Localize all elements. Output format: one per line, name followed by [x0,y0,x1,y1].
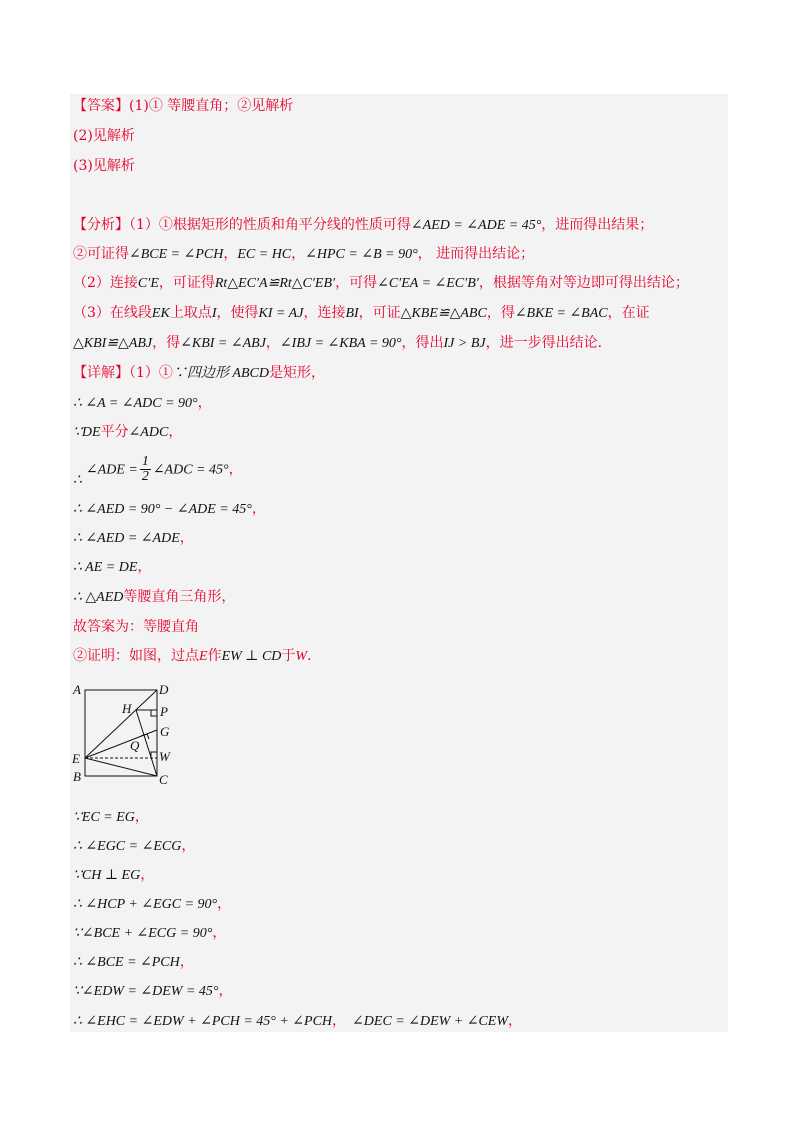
step-3: ∴∠ADE = $\frac{1}{2}$ ∠ADC = 45°， [73,454,243,488]
label-q: Q [130,738,140,753]
label-p: P [160,704,168,719]
analysis-line-4: （3）在线段EK上取点I，使得KI = AJ，连接BI，可证△KBE≌△ABC，得∠BKE = ∠BAC，在证 [73,305,650,321]
segment-ed [85,690,157,758]
rectangle-abcd [85,690,157,776]
right-angle-w [151,752,157,758]
step-1: ∴ ∠A = ∠ADC = 90°， [73,395,212,411]
analysis-line-5: △KBI≌△ABJ，得∠KBI = ∠ABJ，∠IBJ = ∠KBA = 90°，得出IJ > BJ，进一步得出结论． [73,335,612,351]
label-c: C [159,772,168,787]
label-w: W [159,749,170,764]
answer-line-1: 【答案】(1)① 等腰直角；②见解析 [73,98,294,114]
label-b: B [73,769,81,784]
right-angle-p [151,710,157,716]
step-8: 故答案为：等腰直角 [73,619,199,635]
step-5: ∴ ∠AED = ∠ADE， [73,530,194,546]
answer-line-3: (3)见解析 [73,158,135,174]
answer-line-2: (2)见解析 [73,128,135,144]
step-6: ∴ AE = DE， [73,559,152,575]
detail-line-1: 【详解】（1）①∵四边形 ABCD是矩形， [73,365,325,381]
label-d: D [159,682,169,697]
label-a: A [73,682,81,697]
step-2: ∵DE平分∠ADC， [73,424,183,440]
analysis-line-2: ②可证得∠BCE = ∠PCH，EC = HC，∠HPC = ∠B = 90°， 进而得出结论； [73,246,535,262]
proof-5: ∵∠BCE + ∠ECG = 90°， [73,925,227,941]
proof-1: ∵EC = EG， [73,809,149,825]
proof-8: ∴ ∠EHC = ∠EDW + ∠PCH = 45° + ∠PCH， ∠DEC = ∠DEW + ∠CEW， [73,1013,523,1029]
segment-ec [85,758,157,776]
proof-6: ∴ ∠BCE = ∠PCH， [73,954,194,970]
label-e: E [72,751,80,766]
proof-3: ∵CH ⊥ EG， [73,867,155,883]
fraction-one-half: $\frac{1}{2}$ [141,454,149,484]
step-7: ∴ △AED等腰直角三角形， [73,589,236,605]
proof-2: ∴ ∠EGC = ∠ECG， [73,838,196,854]
label-g: G [160,724,170,739]
step-4: ∴ ∠AED = 90° − ∠ADE = 45°， [73,501,266,517]
proof-4: ∴ ∠HCP + ∠EGC = 90°， [73,896,232,912]
proof-7: ∵∠EDW = ∠DEW = 45°， [73,983,233,999]
analysis-line-3: （2）连接C′E，可证得Rt△EC′A≌Rt△C′EB′，可得∠C′EA = ∠EC′B′，根据等角对等边即可得出结论； [73,275,689,291]
geometry-figure [70,680,180,790]
label-h: H [122,701,132,716]
analysis-line-1: 【分析】（1）①根据矩形的性质和角平分线的性质可得∠AED = ∠ADE = 45°，进而得出结果； [73,217,654,233]
step-9: ②证明：如图，过点E作EW ⊥ CD于W． [73,648,322,664]
